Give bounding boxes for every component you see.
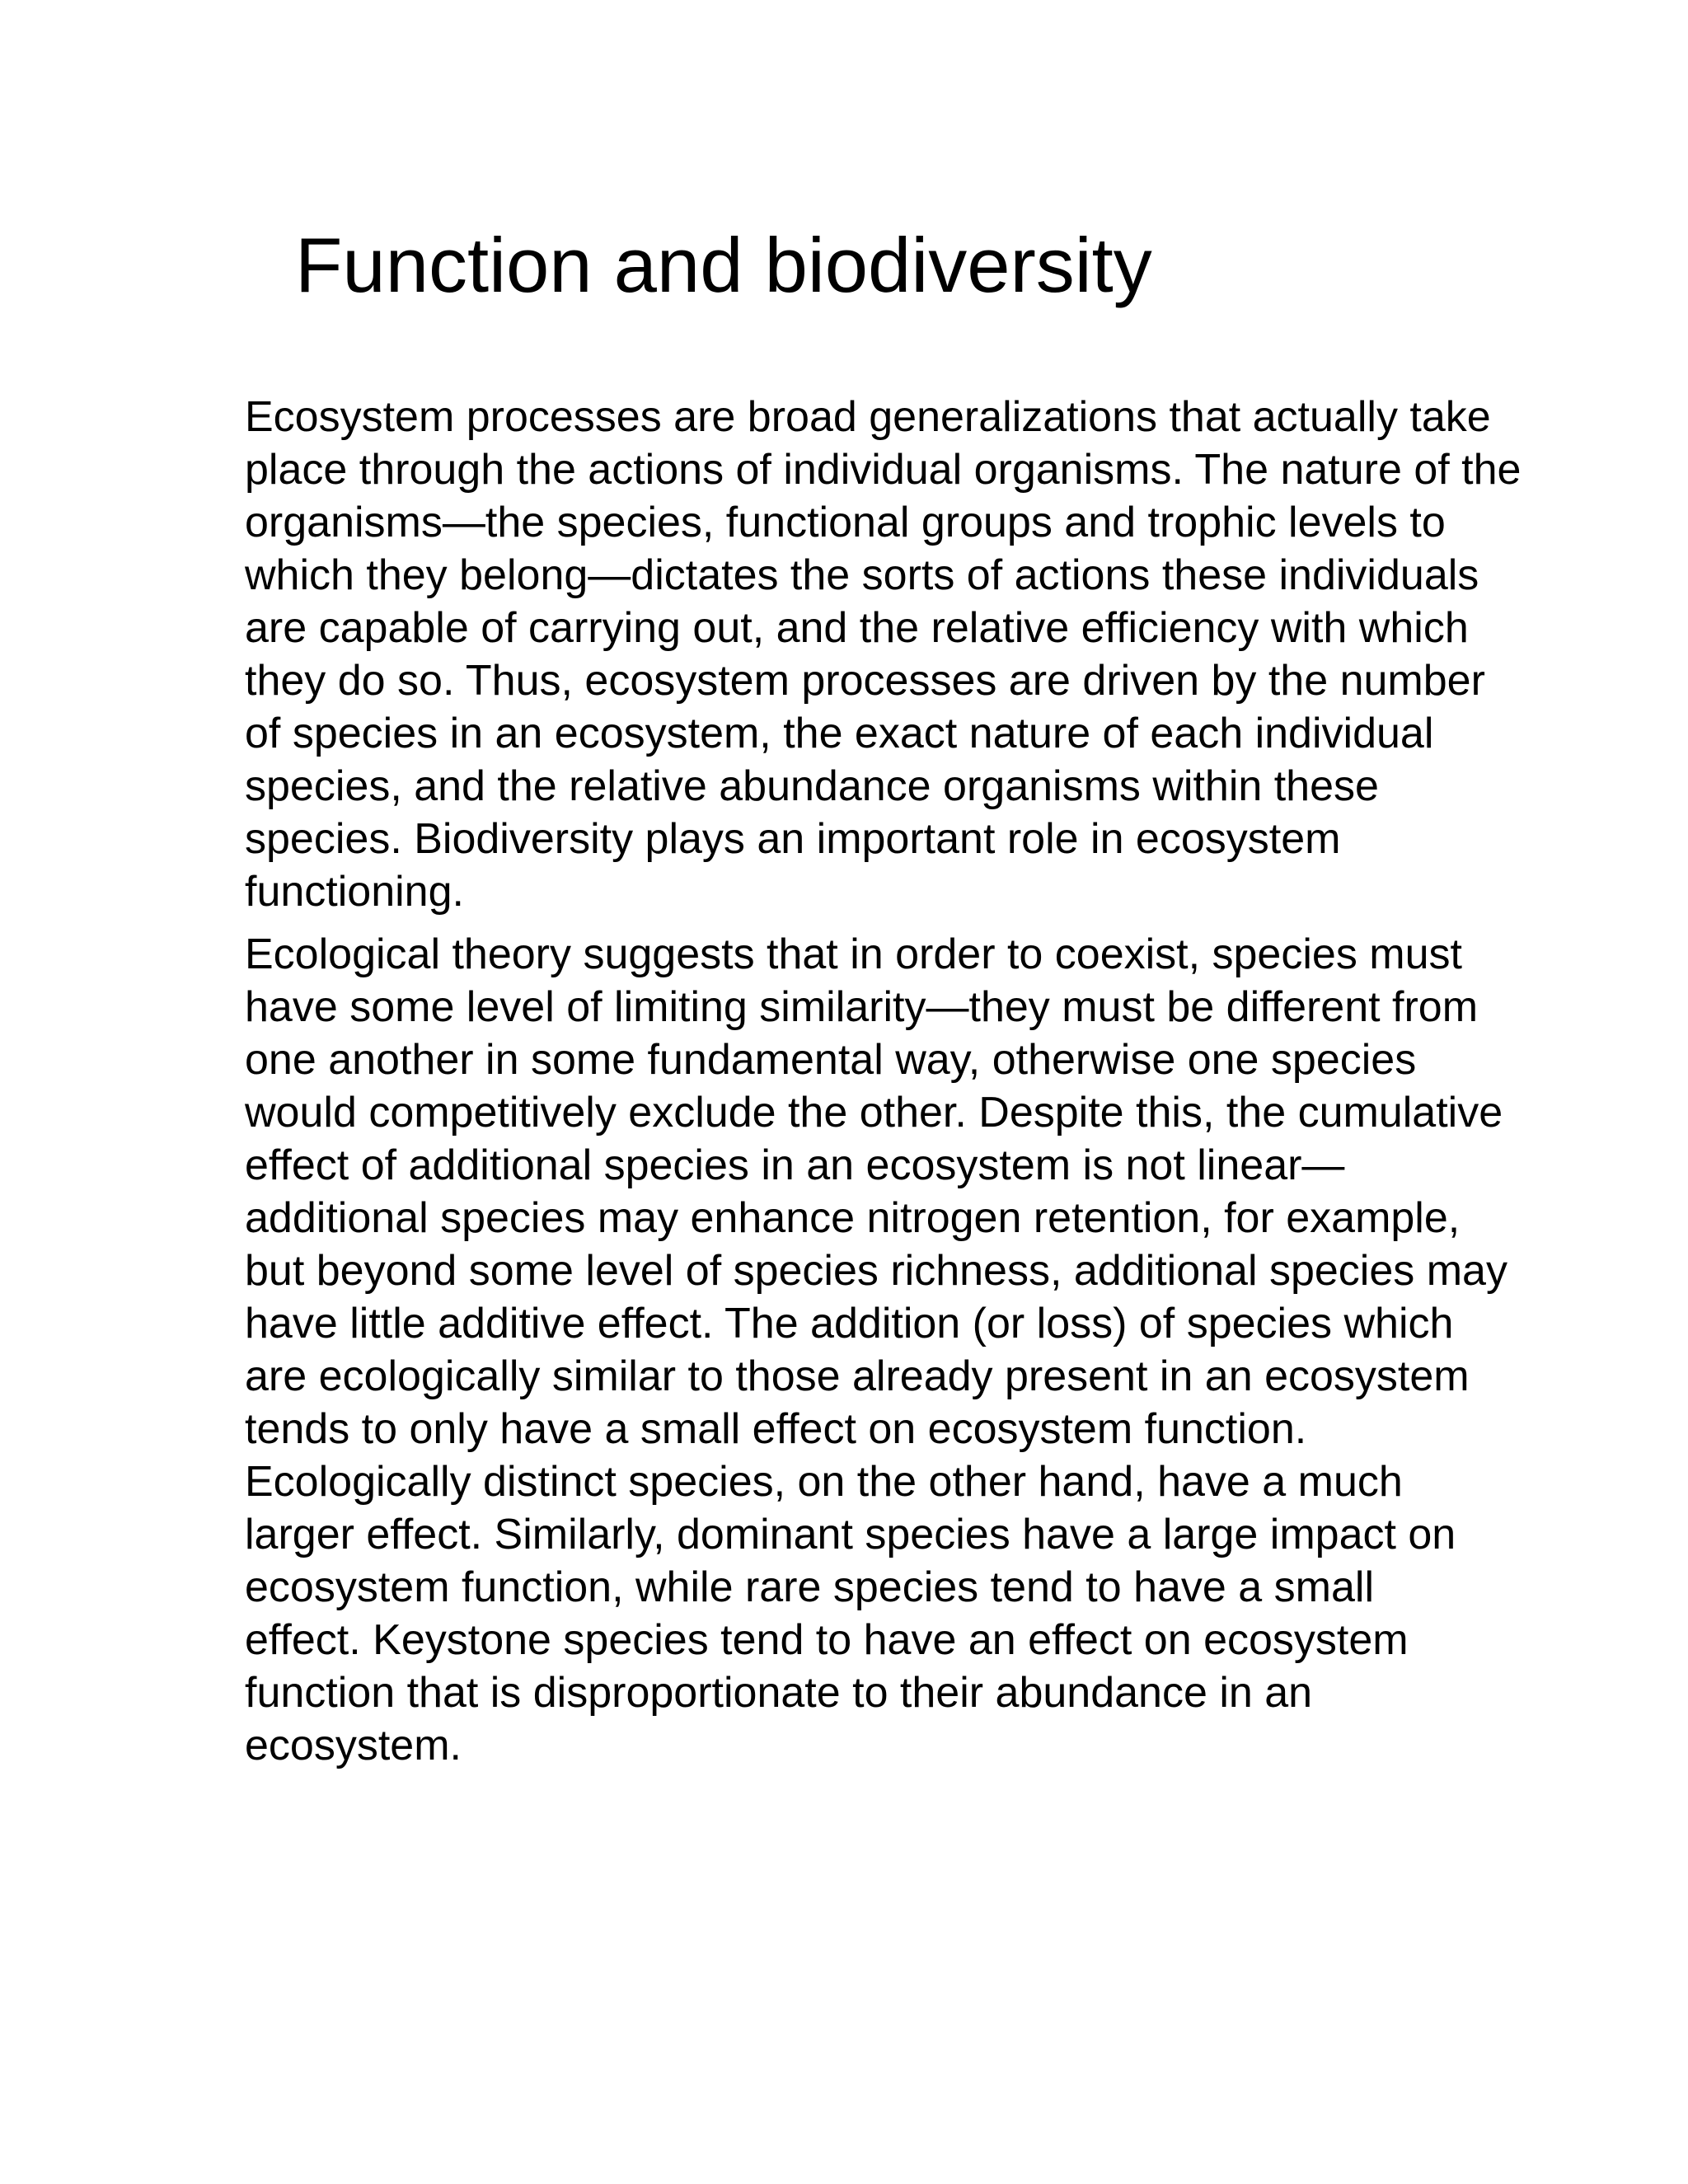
- text-line: species, and the relative abundance organisms within these: [245, 762, 1379, 810]
- text-line: which they belong—dictates the sorts of actions these individuals: [245, 551, 1479, 599]
- text-line: place through the actions of individual organisms. The nature of the: [245, 446, 1522, 494]
- text-line: of species in an ecosystem, the exact nature of each individual: [245, 710, 1434, 757]
- text-line: are ecologically similar to those already present in an ecosystem: [245, 1352, 1470, 1400]
- text-line: Ecologically distinct species, on the other hand, have a much: [245, 1458, 1403, 1506]
- text-line: effect. Keystone species tend to have an effect on ecosystem: [245, 1616, 1409, 1664]
- text-line: functioning.: [245, 868, 464, 916]
- text-line: have some level of limiting similarity—they must be different from: [245, 983, 1479, 1031]
- text-line: are capable of carrying out, and the relative efficiency with which: [245, 604, 1469, 652]
- paragraph-2: [245, 928, 1564, 1772]
- body-text: [245, 391, 1564, 1772]
- text-line: species. Biodiversity plays an important role in ecosystem: [245, 815, 1341, 863]
- text-line: would competitively exclude the other. Despite this, the cumulative: [245, 1089, 1503, 1137]
- text-line: larger effect. Similarly, dominant species have a large impact on: [245, 1511, 1456, 1558]
- text-line: additional species may enhance nitrogen retention, for example,: [245, 1194, 1461, 1242]
- text-line: function that is disproportionate to their abundance in an: [245, 1669, 1313, 1717]
- text-line: ecosystem.: [245, 1722, 462, 1769]
- text-line: they do so. Thus, ecosystem processes are driven by the number: [245, 657, 1485, 705]
- text-line: tends to only have a small effect on ecosystem function.: [245, 1405, 1307, 1453]
- text-line: ecosystem function, while rare species tend to have a small: [245, 1563, 1375, 1611]
- text-line: effect of additional species in an ecosystem is not linear—: [245, 1141, 1345, 1189]
- text-line: organisms—the species, functional groups and trophic levels to: [245, 499, 1446, 546]
- text-line: one another in some fundamental way, otherwise one species: [245, 1036, 1417, 1084]
- text-line: but beyond some level of species richness, additional species may: [245, 1247, 1507, 1295]
- paragraph-1: [245, 391, 1564, 918]
- text-line: Ecosystem processes are broad generalizations that actually take: [245, 393, 1491, 441]
- page-title: Function and biodiversity: [295, 222, 1152, 308]
- text-line: have little additive effect. The addition (or loss) of species which: [245, 1300, 1454, 1347]
- text-line: Ecological theory suggests that in order to coexist, species must: [245, 930, 1462, 978]
